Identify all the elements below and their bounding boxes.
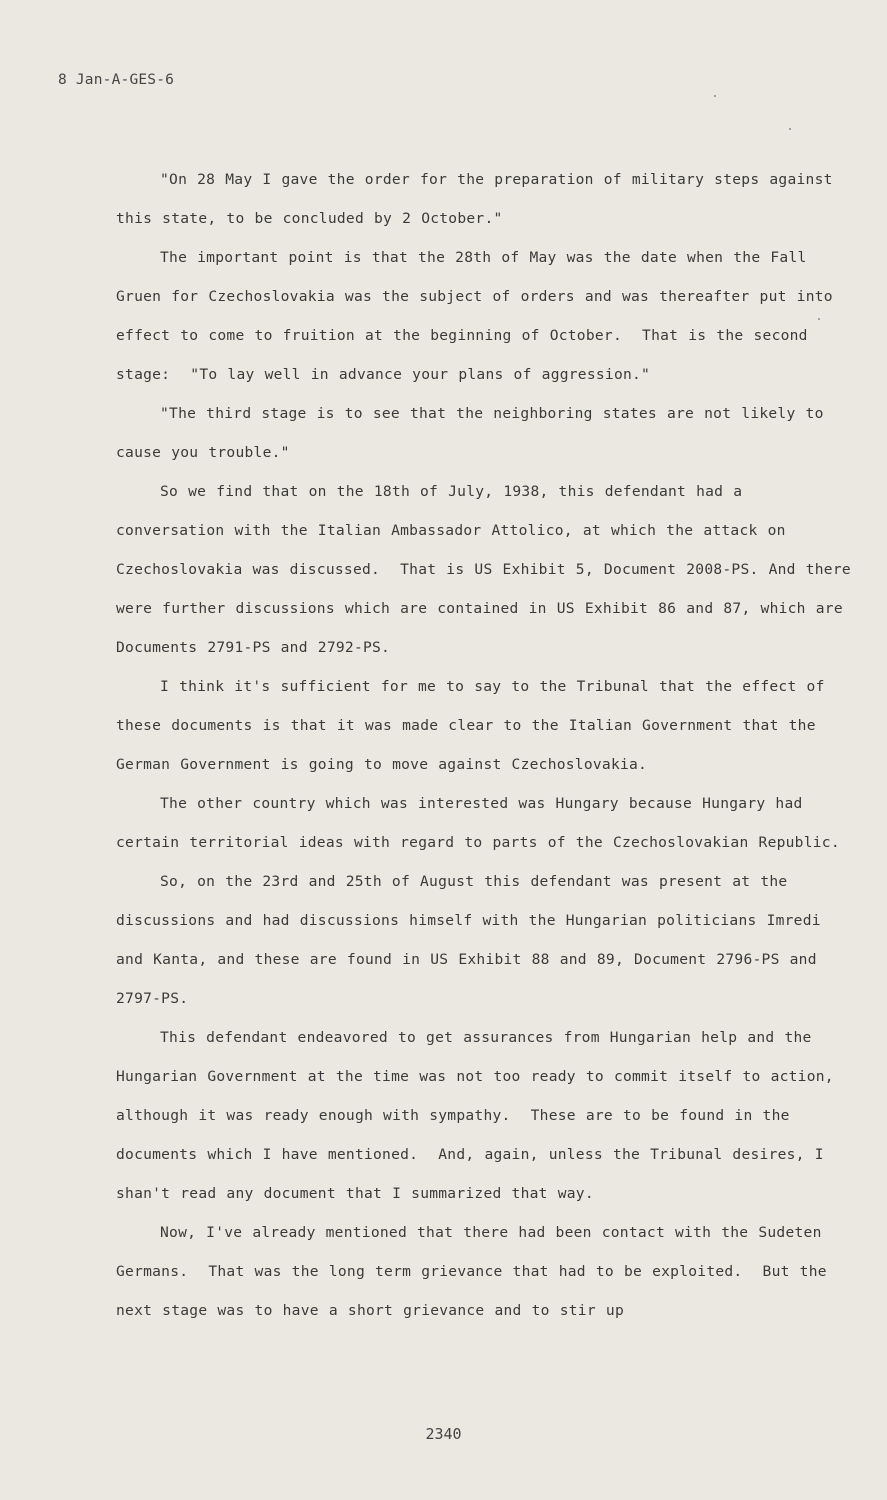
paragraph-quote-order: "On 28 May I gave the order for the preparation of military steps against this state, to be concluded by 2 October." (116, 171, 843, 227)
paragraph-hungarian-discussions: So, on the 23rd and 25th of August this defendant was present at the discussions and had discussions himself with the Hungarian politicians Imredi and Kanta, and these are found in US Exhibit 88 and 89, Document 2796-PS and 2797-PS. (116, 873, 831, 1007)
paragraph-hungary-interest: The other country which was interested was Hungary because Hungary had certain territorial ideas with regard to parts of the Czechoslovakian Republic. (116, 795, 840, 851)
paragraph-hungarian-assurances: This defendant endeavored to get assurances from Hungarian help and the Hungarian Government at the time was not too ready to commit itself to action, although it was ready enough with sympathy. These are to be found in the documents which I have mentioned. And, again, unless the Tribunal desires, I shan't read any document that I summarized that way. (116, 1029, 844, 1202)
paragraph-third-stage: "The third stage is to see that the neighboring states are not likely to cause you trouble." (116, 405, 834, 461)
paragraph-sudeten-germans: Now, I've already mentioned that there had been contact with the Sudeten Germans. That was the long term grievance that had to be exploited. But the next stage was to have a short grievance and to stir up (116, 1224, 837, 1319)
paragraph-italian-ambassador: So we find that on the 18th of July, 1938, this defendant had a conversation with the Italian Ambassador Attolico, at which the attack on Czechoslovakia was discussed. That is US Exhibit 5, Document 2008-PS. And there were further discussions which are contained in US Exhibit 86 and 87, which are Documents 2791-PS and 2792-PS. (116, 483, 861, 656)
paragraph-fall-gruen: The important point is that the 28th of May was the date when the Fall Gruen for Czechoslovakia was the subject of orders and was thereafter put into effect to come to fruition at the beginning of October. That is the second stage: "To lay well in advance your plans of aggression." (116, 249, 843, 383)
paragraph-italian-government: I think it's sufficient for me to say to the Tribunal that the effect of these documents is that it was made clear to the Italian Government that the German Government is going to move against Czechoslovakia. (116, 678, 835, 773)
document-body (116, 160, 861, 1330)
paper-speck (714, 95, 716, 97)
document-reference: 8 Jan-A-GES-6 (58, 72, 175, 88)
paper-speck (789, 128, 791, 130)
paper-speck (818, 318, 820, 320)
page-number: 2340 (425, 1425, 462, 1443)
